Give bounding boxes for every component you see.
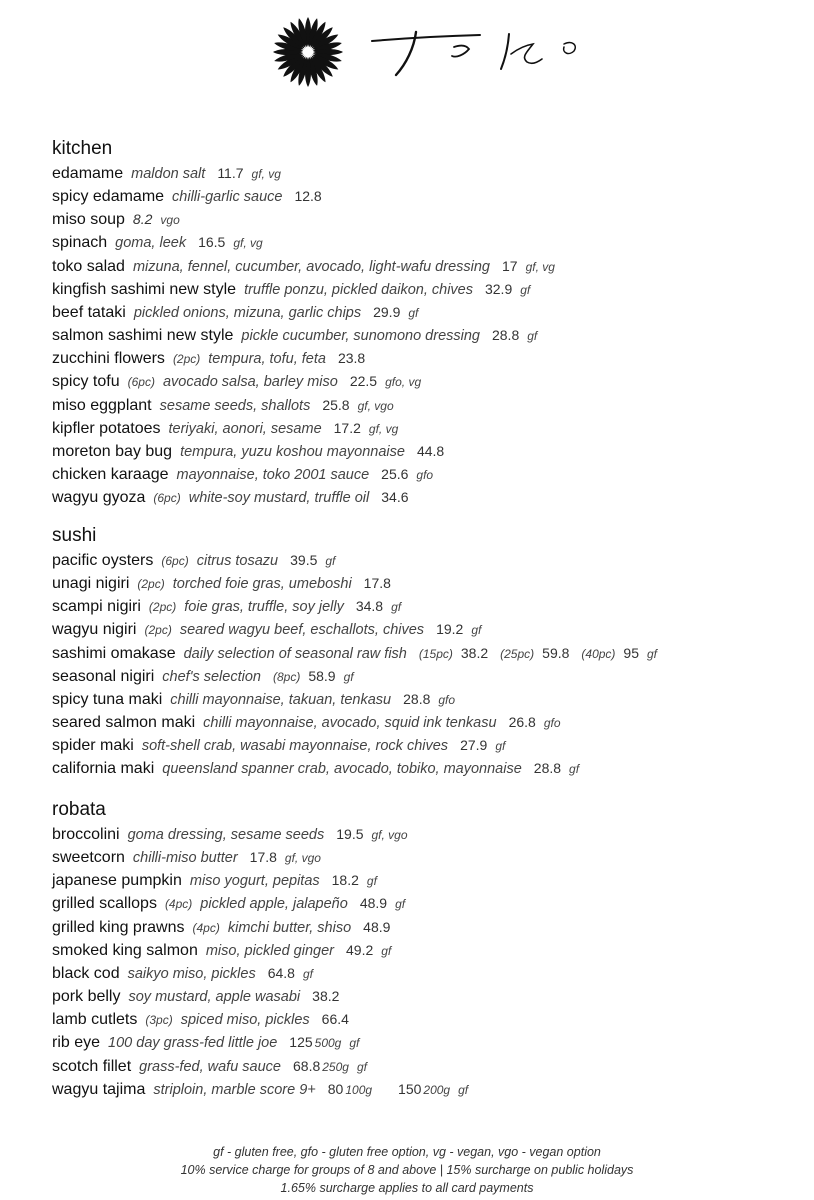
portion-size: (4pc): [164, 897, 193, 912]
portion-size: (6pc): [161, 554, 189, 568]
dish-name: spider maki: [52, 737, 134, 755]
price: 32.9: [484, 280, 513, 297]
portion-size: (4pc): [192, 920, 220, 935]
card-surcharge-note: 1.65% surcharge applies to all card payments: [280, 1181, 534, 1195]
dish-description: goma, leek: [115, 235, 187, 252]
dish-name: spicy tofu: [52, 373, 120, 391]
portion-size: (3pc): [145, 1013, 173, 1028]
menu-item: [52, 823, 414, 846]
dish-name: grilled king prawns: [52, 918, 185, 936]
dish-description: chilli-miso butter: [132, 850, 238, 867]
dish-description: seared wagyu beef, eschallots, chives: [179, 622, 425, 639]
dish-description: avocado salsa, barley miso: [162, 374, 338, 391]
dish-name: wagyu nigiri: [52, 621, 137, 639]
menu-item: [52, 985, 347, 1008]
dish-name: scampi nigiri: [52, 598, 141, 616]
menu-item: [52, 1008, 357, 1031]
menu-item: [52, 324, 543, 347]
dish-description: torched foie gras, umeboshi: [172, 576, 352, 593]
price: 64.8: [267, 964, 295, 981]
menu-item: [52, 665, 360, 688]
menu-item: [52, 278, 536, 301]
chrysanthemum-logo-icon: [273, 17, 343, 87]
dietary-tags: gfo: [543, 716, 561, 731]
dish-name: moreton bay bug: [52, 442, 173, 460]
dietary-tags: gf: [408, 305, 419, 320]
dish-description: soy mustard, apple wasabi: [128, 989, 301, 1006]
dietary-tags: gf, vg: [251, 167, 281, 181]
dish-name: sashimi omakase: [52, 644, 176, 662]
portion-weight: 200g: [423, 1082, 451, 1097]
menu-item: [52, 711, 567, 734]
price: 80: [327, 1080, 344, 1097]
dish-name: salmon sashimi new style: [52, 327, 234, 345]
price: 19.5: [336, 826, 364, 842]
price: 17.2: [333, 419, 361, 436]
dish-name: miso soup: [52, 211, 125, 229]
dish-description: citrus tosazu: [196, 553, 279, 569]
dietary-tags: gf: [325, 554, 336, 568]
dish-name: black cod: [52, 964, 120, 982]
dish-name: wagyu gyoza: [52, 489, 146, 507]
dish-description: pickle cucumber, sunomono dressing: [241, 328, 480, 345]
portion-weight: 100g: [345, 1082, 373, 1097]
menu-item: [52, 370, 427, 393]
section-title-sushi: sushi: [52, 525, 97, 546]
dietary-tags: gf: [495, 739, 506, 754]
menu-item: [52, 486, 417, 509]
menu-item: [52, 572, 399, 595]
dish-name: california maki: [52, 760, 155, 778]
price: 25.6: [381, 465, 409, 482]
dish-name: grilled scallops: [52, 895, 157, 913]
portion-size: (6pc): [127, 375, 155, 390]
dish-description: chilli mayonnaise, takuan, tenkasu: [170, 691, 392, 708]
dish-description: teriyaki, aonori, sesame: [168, 420, 322, 437]
dish-description: tempura, tofu, feta: [208, 351, 326, 368]
dish-description: truffle ponzu, pickled daikon, chives: [244, 281, 473, 298]
dietary-tags: gf: [458, 1082, 469, 1097]
dish-description: grass-fed, wafu sauce: [139, 1058, 281, 1075]
dish-description: chilli mayonnaise, avocado, squid ink tenkasu: [203, 715, 497, 732]
price: 38.2: [460, 644, 489, 661]
price: 48.9: [363, 918, 391, 935]
dish-name: seared salmon maki: [52, 714, 196, 732]
price: 19.2: [436, 621, 464, 638]
menu-item: [52, 846, 327, 869]
menu-item: [52, 549, 341, 572]
dish-name: zucchini flowers: [52, 350, 165, 368]
dish-description: chilli-garlic sauce: [172, 189, 283, 206]
dietary-tags: gf: [395, 897, 406, 912]
menu-item: [52, 757, 585, 780]
dish-description: pickled onions, mizuna, garlic chips: [133, 304, 362, 321]
menu-item: [52, 208, 186, 231]
portion-size: (2pc): [148, 600, 177, 615]
menu-item: [52, 892, 411, 915]
portion-size: (6pc): [153, 491, 181, 506]
menu-item: [52, 347, 373, 370]
price: 11.7: [217, 165, 244, 181]
dish-description: tempura, yuzu koshou mayonnaise: [180, 443, 405, 460]
dietary-tags: gf, vgo: [371, 828, 408, 842]
menu-item: [52, 394, 400, 417]
portion-weight: 500g: [314, 1036, 342, 1051]
dietary-tags: gfo: [416, 467, 434, 482]
portion-size: (2pc): [137, 577, 165, 592]
dietary-tags: gf, vgo: [357, 398, 394, 413]
dish-name: miso eggplant: [52, 396, 152, 414]
dish-name: spinach: [52, 234, 108, 252]
price: 26.8: [508, 714, 536, 731]
price: 22.5: [349, 373, 378, 390]
price: 58.9: [308, 667, 336, 684]
dietary-tags: gf: [647, 646, 658, 661]
dish-description: saikyo miso, pickles: [127, 965, 256, 982]
price: 34.8: [355, 598, 384, 615]
price: 150: [398, 1080, 422, 1097]
dish-name: pacific oysters: [52, 552, 154, 569]
menu-item: [52, 939, 397, 962]
dish-name: pork belly: [52, 988, 121, 1006]
footer: [0, 1143, 814, 1197]
dish-name: smoked king salmon: [52, 941, 198, 959]
dietary-tags: gf: [356, 1059, 367, 1074]
dish-description: daily selection of seasonal raw fish: [183, 645, 407, 662]
dish-name: rib eye: [52, 1034, 101, 1052]
dietary-tags: gf: [349, 1036, 360, 1051]
menu-item: [52, 255, 561, 278]
price: 38.2: [312, 988, 340, 1005]
dietary-tags: gf: [471, 623, 482, 638]
menu-item: [52, 162, 287, 185]
dish-name: sweetcorn: [52, 849, 125, 867]
price: 68.8: [293, 1057, 321, 1074]
portion-size: (2pc): [172, 352, 201, 367]
price: 28.8: [491, 327, 520, 344]
price: 59.8: [542, 644, 570, 661]
price: 16.5: [198, 234, 226, 251]
menu-item: [52, 642, 663, 665]
menu-item: [52, 185, 330, 208]
section-title-kitchen: kitchen: [52, 138, 113, 159]
dietary-tags: gf: [366, 874, 377, 889]
menu-item: [52, 440, 452, 463]
dietary-tags: gfo: [438, 692, 456, 707]
dietary-tags: gf, vg: [233, 236, 263, 251]
dish-description: spiced miso, pickles: [180, 1012, 310, 1029]
portion-size: (40pc): [581, 646, 616, 661]
menu-item: [52, 688, 461, 711]
price: 12.8: [294, 188, 322, 205]
dish-description: white-soy mustard, truffle oil: [188, 490, 370, 507]
menu-item: [52, 1055, 373, 1078]
dietary-tags: gfo, vg: [385, 375, 422, 390]
dietary-tags: gf: [569, 762, 580, 777]
portion-weight: 250g: [322, 1059, 349, 1074]
dish-name: spicy tuna maki: [52, 690, 163, 708]
menu-item: [52, 231, 269, 254]
dietary-tags: gf: [302, 966, 313, 981]
menu-item: [52, 301, 424, 324]
price: 17: [502, 257, 518, 274]
dish-description: 100 day grass-fed little joe: [108, 1035, 278, 1052]
dish-description: miso, pickled ginger: [205, 942, 334, 959]
price: 27.9: [460, 737, 488, 754]
dietary-tags: gf: [343, 669, 354, 684]
dish-name: toko salad: [52, 257, 125, 275]
price: 17.8: [249, 849, 277, 866]
portion-size: (25pc): [500, 646, 535, 661]
price: 17.8: [363, 575, 391, 592]
menu-item: [52, 962, 319, 985]
toko-script-logo: [372, 32, 575, 75]
dietary-tags: gf: [527, 329, 538, 344]
dietary-tags: vgo: [160, 213, 180, 228]
dietary-tags: gf: [381, 943, 392, 958]
dish-description: queensland spanner crab, avocado, tobiko, mayonnaise: [162, 761, 522, 778]
dish-description: foie gras, truffle, soy jelly: [184, 599, 344, 616]
price: 18.2: [331, 872, 359, 889]
dish-description: miso yogurt, pepitas: [189, 873, 320, 890]
dish-description: sesame seeds, shallots: [159, 397, 311, 414]
menu-item: [52, 618, 487, 641]
menu-item: [52, 417, 404, 440]
price: 125: [289, 1034, 313, 1051]
menu-item: [52, 734, 511, 757]
dish-name: seasonal nigiri: [52, 667, 155, 685]
menu-item: [52, 1031, 365, 1054]
price: 49.2: [346, 941, 374, 958]
dish-description: maldon salt: [131, 166, 206, 182]
dish-name: chicken karaage: [52, 465, 169, 483]
portion-size: (15pc): [418, 646, 453, 661]
dietary-tags: gf, vg: [368, 421, 399, 436]
price: 48.9: [359, 895, 388, 912]
toko-logo: [268, 14, 588, 94]
price: 66.4: [321, 1011, 349, 1028]
price: 28.8: [533, 760, 562, 777]
menu-item: [52, 463, 439, 486]
section-title-robata: robata: [52, 799, 106, 820]
dietary-tags: gf: [391, 600, 402, 615]
dish-name: broccolini: [52, 826, 120, 843]
dish-description: mayonnaise, toko 2001 sauce: [176, 466, 370, 483]
portion-size: (2pc): [144, 623, 172, 638]
dietary-tags: gf, vg: [525, 259, 555, 274]
dish-name: beef tataki: [52, 303, 126, 321]
price: 95: [623, 644, 639, 661]
price: 25.8: [322, 396, 350, 413]
dish-name: scotch fillet: [52, 1057, 132, 1075]
dish-name: unagi nigiri: [52, 575, 130, 593]
service-charge-note: 10% service charge for groups of 8 and above | 15% surcharge on public holidays: [180, 1163, 634, 1177]
dietary-tags: gf, vgo: [284, 851, 321, 866]
price: 28.8: [403, 690, 431, 707]
portion-size: (8pc): [272, 669, 301, 684]
dish-description: pickled apple, jalapeño: [200, 896, 348, 913]
price: 8.2: [132, 211, 153, 228]
menu-item: [52, 869, 383, 892]
dish-name: lamb cutlets: [52, 1011, 138, 1029]
menu-item: [52, 595, 407, 618]
dish-name: wagyu tajima: [52, 1080, 146, 1098]
price: 39.5: [290, 552, 318, 568]
dish-description: goma dressing, sesame seeds: [127, 827, 325, 843]
dish-name: spicy edamame: [52, 188, 165, 206]
dish-name: kipfler potatoes: [52, 419, 161, 437]
dietary-tags: gf: [520, 282, 531, 297]
dish-description: chef's selection: [162, 668, 261, 685]
price: 23.8: [337, 350, 366, 367]
dish-description: mizuna, fennel, cucumber, avocado, light-wafu dressing: [132, 258, 490, 275]
price: 44.8: [416, 442, 445, 459]
dietary-legend: gf - gluten free, gfo - gluten free option, vg - vegan, vgo - vegan option: [213, 1145, 601, 1159]
dish-description: striploin, marble score 9+: [153, 1081, 316, 1098]
dish-description: kimchi butter, shiso: [227, 919, 352, 936]
dish-name: edamame: [52, 165, 124, 182]
price: 29.9: [373, 303, 401, 320]
menu-item: [52, 1078, 474, 1101]
dish-name: japanese pumpkin: [52, 872, 182, 890]
price: 34.6: [381, 489, 409, 506]
dish-description: soft-shell crab, wasabi mayonnaise, rock chives: [141, 738, 449, 755]
menu-item: [52, 916, 398, 939]
dish-name: kingfish sashimi new style: [52, 280, 237, 298]
